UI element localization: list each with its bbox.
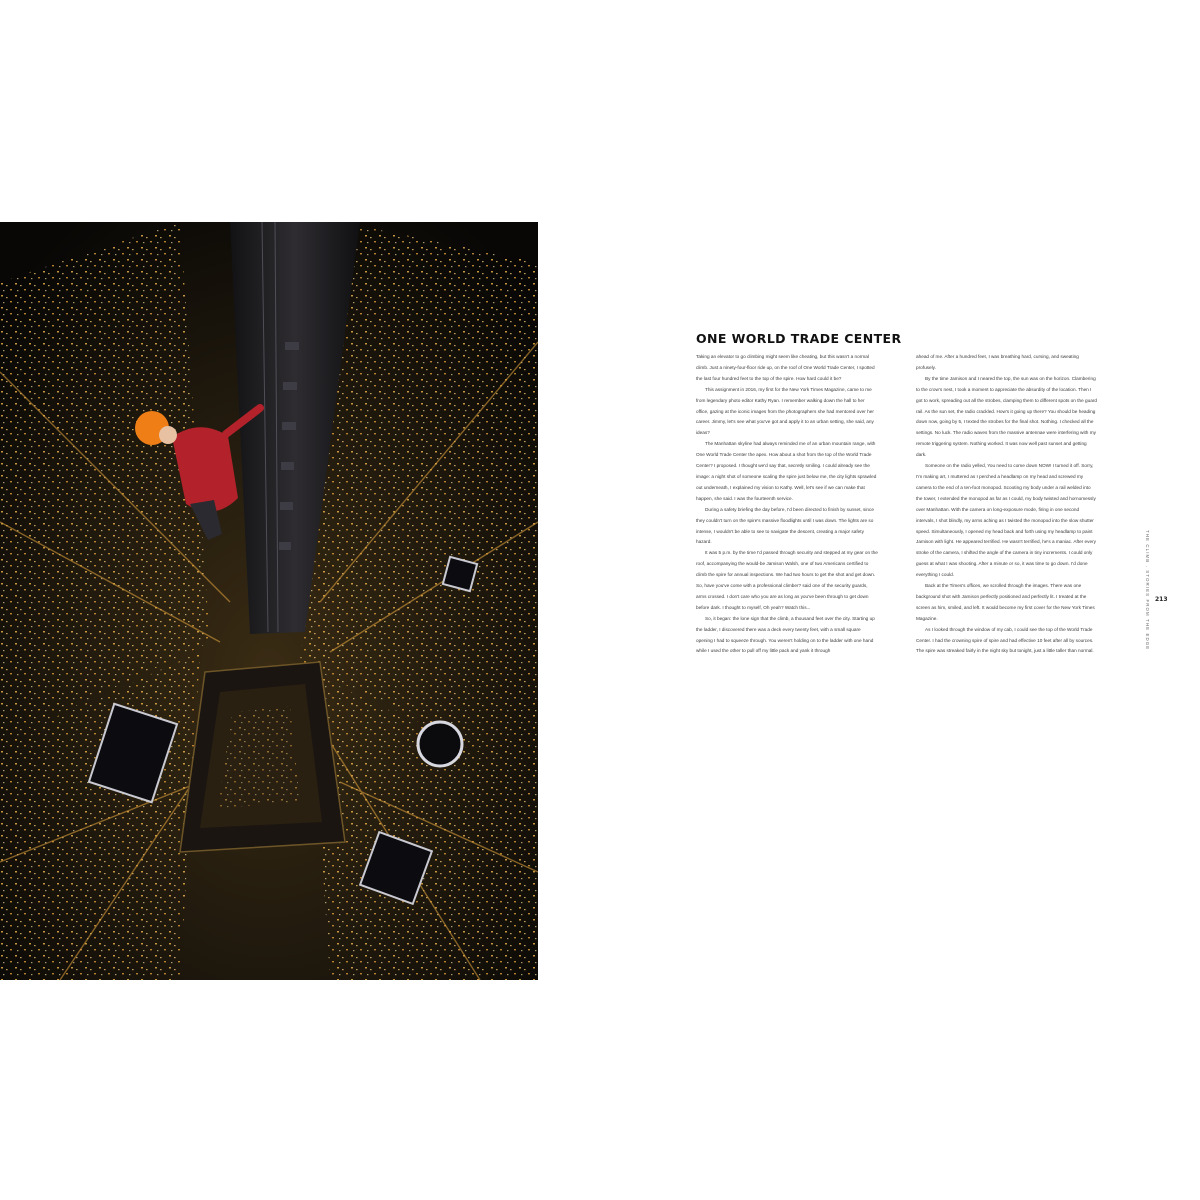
paragraph: During a safety briefing the day before, I'd been directed to finish by sunset, since they couldn't turn on the spire's massive floodlights until I was down. The lights are so intense, I wouldn't be able to see to navigate the descent, creating a major safety hazard. [696, 506, 874, 545]
paragraph: Someone on the radio yelled, You need to come down NOW! I turned it off. Sorry, I'm making art, I muttered as I perched a headlamp on my head and screwed my camera to the end of a ten-foot monopod. Scooting my body under a rail welded into the tower, I extended the monopod as far as I could, my body twisted and hornomessly over Manhattan. With the camera on long-exposure mode, firing in one second intervals, I shot blindly, my arms aching as I twisted the monopod into the slow shutter speed. Simultaneously, I opened my head back and forth using my headlamp to paint Jamison with light. He appeared terrified. He wasn't terrified, he's a maniac. After every stroke of the camera, I shifted the angle of the camera in tiny increments. I could only guess at what I was shooting. After a minute or so, it was time to go down. I'd done everything I could. [916, 463, 1096, 578]
page-number: 213 [1155, 596, 1168, 603]
paragraph: It was 5 p.m. by the time I'd passed through security and stepped at my gear on the roof, accompanying the would-be Jamison Walsh, one of two Americans certified to climb the spire for annual inspections. We had two hours to get the shot and get down. So, have you've come with a professional climber? said one of the security guards, arms crossed. I don't care who you are as long as you've been through to get down before dark. I thought to myself, Oh yeah? Watch this... [696, 550, 878, 610]
photo-illustration [0, 222, 538, 980]
paragraph: This assignment in 2016, my first for the New York Times Magazine, came to me from legendary photo editor Kathy Ryan. I remember walking down the hall to her office, gazing at the iconic images from the photographers she had mentored over her career. Jimmy, let's see what you've got and apply it to an urban setting, she said, any ideas? [696, 386, 874, 436]
running-head: THE CLIMB . STORIES FROM THE EDGE [1145, 530, 1150, 651]
paragraph: As I looked through the window of my cab, I could see the top of the World Trade Center. I had the crowning spire of spire and had effective 10 feet after all by sources. The spire was streaked fairly in the night sky but tonight, just a little taller than normal. [916, 626, 1094, 654]
paragraph: ahead of me. After a hundred feet, I was breathing hard, cursing, and sweating profusely. [916, 354, 1079, 370]
article-heading: ONE WORLD TRADE CENTER [696, 331, 902, 346]
paragraph: The Manhattan skyline had always reminded me of an urban mountain range, with One World Trade Center the apex. How about a shot from the top of the World Trade Center? I proposed. I thought we'd say that, secretly smiling. I could already see the image: a night shot of someone scaling the spire just below me, the city lights sprawled out underneath, I explained my vision to Kathy. Well, let's see if we can make that happen, she said. I was the fourteenth service. [696, 441, 877, 501]
paragraph: Taking an elevator to go climbing might seem like cheating, but this wasn't a normal climb. Just a ninety-four-floor ride up, on the roof of One World Trade Center, I spotted the last four hundred feet to the top of the spire. How hard could it be? [696, 354, 875, 381]
paragraph: Back at the Times's offices, we scrolled through the images. There was one background shot with Jamison perfectly positioned and perfectly lit. I treated at the screen as him, smiled, and left. It would become my first cover for the New York Times Magazine. [916, 583, 1095, 621]
paragraph: By the time Jamison and I neared the top, the sun was on the horizon. Clambering to the crow's nest, I took a moment to appreciate the absurdity of the location. Then I got to work, spreading out all the strobes, clamping them to different spots on the guard rail. As the sun set, the radio crackled. How's it going up there? You should be heading down now, going by 5, I texted the strobes for the final shot. Nothing. I checked all the settings. No luck. The radio waves from the massive antennae were interfering with my remote triggering system. Nothing worked. It was now well past sunset and getting dark. [916, 375, 1098, 458]
text-column-right [916, 352, 1098, 887]
paragraph: So, it began: the lone sign that the climb, a thousand feet over the city. Starting up the ladder, I discovered there was a deck every twenty feet, with a small square opening I had to squeeze through. You weren't holding on to the ladder with one hand while I used the other to pull off my little pack and yank it through [696, 615, 875, 654]
climber-photo [0, 222, 538, 980]
text-column-left [696, 352, 878, 897]
